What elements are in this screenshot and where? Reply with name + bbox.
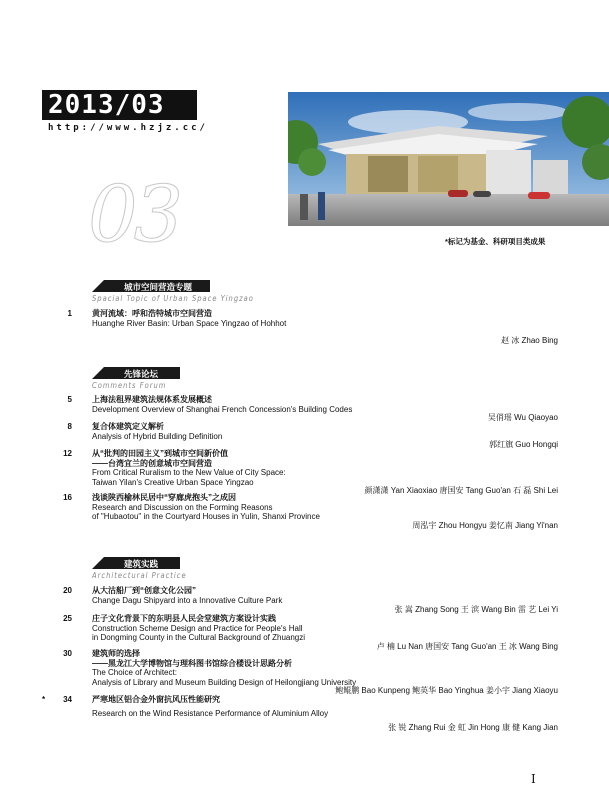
page-number: 34 — [63, 695, 72, 704]
authors: 吴俏瑶 Wu Qiaoyao — [487, 413, 558, 422]
title-cn: 复合体建筑定义解析 — [92, 422, 164, 431]
title-en-line2: Analysis of Library and Museum Building Design of Heilongjiang University — [92, 677, 357, 687]
authors: 张 嵩 Zhang Song 王 滨 Wang Bin 雷 艺 Lei Yi — [394, 605, 558, 614]
page-number: 12 — [63, 449, 72, 458]
authors: 赵 冰 Zhao Bing — [501, 336, 558, 345]
issue-number-outline: 03 — [88, 170, 180, 260]
page-number: 16 — [63, 493, 72, 502]
funding-note: *标记为基金、科研项目类成果 — [445, 237, 546, 246]
title-cn: 上海法租界建筑法规体系发展概述 — [92, 395, 212, 404]
website-url[interactable]: http://www.hzjz.cc/ — [48, 123, 208, 133]
authors: 颜潇潇 Yan Xiaoxiao 唐国安 Tang Guo'an 石 磊 Shi Lei — [364, 486, 558, 495]
title-en: Research on the Wind Resistance Performance of Aluminium Alloy — [92, 708, 329, 718]
page-number: 30 — [63, 649, 72, 658]
authors: 鲍鲲鹏 Bao Kunpeng 鲍英华 Bao Yinghua 姜小宇 Jiang Xiaoyu — [335, 686, 558, 695]
folio-page-number: I — [531, 772, 536, 786]
title-en: Huanghe River Basin: Urban Space Yingzao of Hohhot — [92, 318, 287, 328]
title-cn: 建筑师的选择 — [92, 649, 140, 658]
funded-marker: * — [42, 695, 46, 704]
subtitle-cn: ——黑龙江大学博物馆与理科图书馆综合楼设计思路分析 — [92, 658, 292, 668]
title-en: Research and Discussion on the Forming Reasons — [92, 502, 273, 512]
title-cn: 庄子文化背景下的东明县人民会堂建筑方案设计实践 — [92, 614, 276, 623]
authors: 卢 楠 Lu Nan 唐国安 Tang Guo'an 王 冰 Wang Bing — [376, 642, 558, 651]
title-en: Construction Scheme Design and Practice for People's Hall — [92, 623, 303, 633]
page-number: 8 — [67, 422, 72, 431]
title-en: Development Overview of Shanghai French Concession's Building Codes — [92, 404, 353, 414]
title-en-line2: of "Hubaotou" in the Courtyard Houses in Yulin, Shanxi Province — [92, 512, 320, 521]
authors: 张 锐 Zhang Rui 金 虹 Jin Hong 康 健 Kang Jian — [388, 723, 558, 732]
title-en: Change Dagu Shipyard into a Innovative Culture Park — [92, 595, 283, 605]
title-cn: 从“批判的田园主义”到城市空间新价值 — [92, 449, 228, 458]
page-number: 1 — [67, 309, 72, 318]
title-cn: 严寒地区铝合金外窗抗风压性能研究 — [92, 695, 220, 704]
title-en-line2: in Dongming County in the Cultural Background of Zhuangzi — [92, 633, 306, 642]
title-en: Analysis of Hybrid Building Definition — [92, 431, 223, 441]
title-en: The Choice of Architect: — [92, 668, 177, 677]
title-cn: 从大沽船厂到“创意文化公园” — [92, 586, 196, 595]
issue-label: 2013/03 — [48, 90, 165, 120]
page-number: 5 — [67, 395, 72, 404]
title-cn: 浅谈陕西榆林民居中“穿廊虎抱头”之成因 — [92, 493, 236, 502]
issue-banner — [42, 90, 185, 120]
page-number: 25 — [63, 614, 72, 623]
cover-building-photo — [288, 92, 609, 226]
subtitle-cn: ——台湾宜兰的创意城市空间营造 — [92, 458, 212, 468]
page-number: 20 — [63, 586, 72, 595]
title-en-line2: Taiwan Yilan's Creative Urban Space Yingzao — [92, 477, 254, 487]
title-cn: 黄河流域：呼和浩特城市空间营造 — [92, 309, 212, 318]
title-en: From Critical Ruralism to the New Value of City Space: — [92, 468, 286, 477]
authors: 郭红旗 Guo Hongqi — [489, 440, 558, 449]
authors: 周泓宇 Zhou Hongyu 姜忆南 Jiang Yi'nan — [412, 521, 558, 530]
